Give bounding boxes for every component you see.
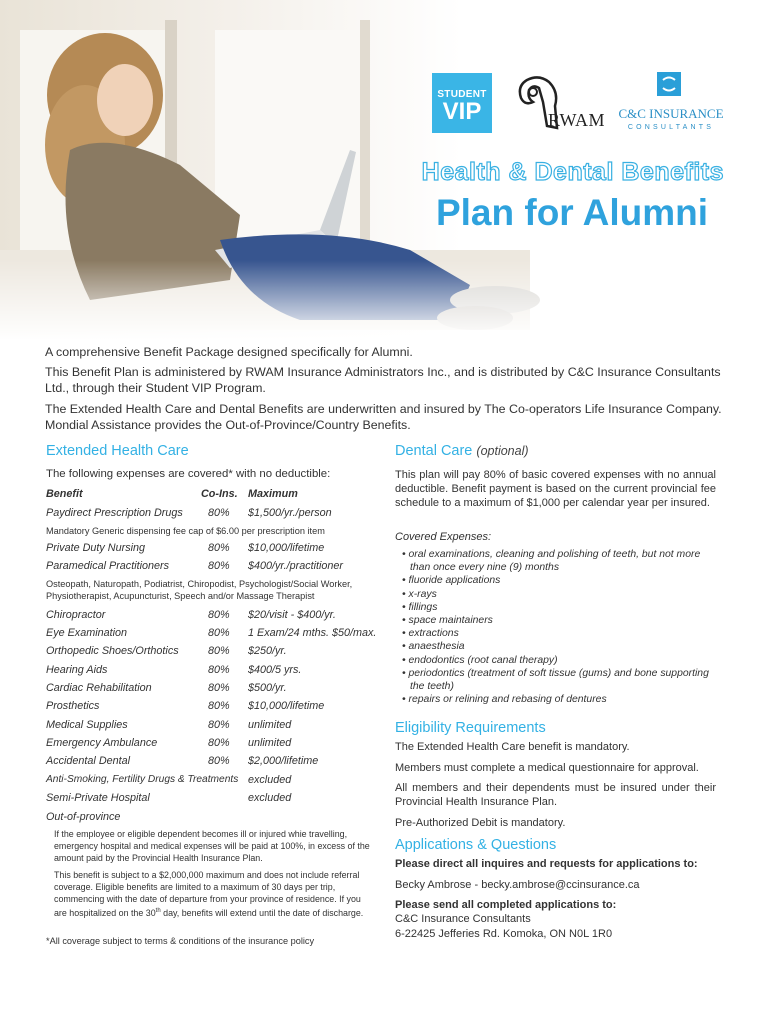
benefit-name: Paydirect Prescription Drugs xyxy=(46,507,183,519)
applications-send-label: Please send all completed applications to: xyxy=(395,899,617,911)
benefit-coins: 80% xyxy=(208,507,230,519)
benefit-name: Hearing Aids xyxy=(46,664,108,676)
list-item: • periodontics (treatment of soft tissue (gums) and bone supporting the teeth) xyxy=(402,667,709,693)
dental-covered-list xyxy=(399,548,719,706)
benefit-max: excluded xyxy=(248,774,292,786)
benefit-max: $400/5 yrs. xyxy=(248,664,302,676)
cc-logo-sub: CONSULTANTS xyxy=(627,124,715,131)
benefit-max: $2,000/lifetime xyxy=(248,755,319,767)
benefit-name: Anti-Smoking, Fertility Drugs & Treatments xyxy=(46,774,239,785)
list-item: • fillings xyxy=(402,601,438,613)
ehc-heading: Extended Health Care xyxy=(46,443,189,459)
col-maximum: Maximum xyxy=(248,488,298,500)
rwam-logo xyxy=(513,72,605,134)
oop-note2-sup: th xyxy=(155,907,161,914)
hero-fade xyxy=(0,260,770,340)
title-plan-for-alumni: Plan for Alumni xyxy=(435,192,708,233)
eligibility-line-2: Members must complete a medical questionnaire for approval. xyxy=(395,762,699,774)
benefit-coins: 80% xyxy=(208,719,230,731)
benefit-name: Orthopedic Shoes/Orthotics xyxy=(46,645,179,657)
applications-address: 6-22425 Jefferies Rd. Komoka, ON N0L 1R0 xyxy=(395,928,613,940)
benefit-name: Eye Examination xyxy=(46,627,128,639)
oop-note2-text: This benefit is subject to a $2,000,000 maximum and does not include referral coverage. Eligible benefits are limited to a maximum of 30 days per trip, commencing with the date of departure from your province of residence. If you are hospitalized on the 30 xyxy=(54,870,361,918)
eligibility-line-3: All members and their dependents must be insured under their Provincial Health Insurance Plan. xyxy=(395,782,716,809)
benefit-max: $20/visit - $400/yr. xyxy=(248,609,336,621)
ehc-lead: The following expenses are covered* with no deductible: xyxy=(46,468,331,480)
benefit-name: Private Duty Nursing xyxy=(46,542,146,554)
benefit-max: $10,000/lifetime xyxy=(248,542,325,554)
benefit-max: unlimited xyxy=(248,737,292,749)
benefit-max: $10,000/lifetime xyxy=(248,700,325,712)
applications-company: C&C Insurance Consultants xyxy=(395,913,531,925)
benefit-name: Paramedical Practitioners xyxy=(46,560,170,572)
benefit-coins: 80% xyxy=(208,700,230,712)
benefit-name: Cardiac Rehabilitation xyxy=(46,682,152,694)
intro-paragraph-2: This Benefit Plan is administered by RWAM Insurance Administrators Inc., and is distributed by C&C Insurance Consultants Ltd., through their Student VIP Program. xyxy=(45,365,721,395)
cc-insurance-logo xyxy=(612,72,730,134)
applications-heading: Applications & Questions xyxy=(395,837,557,853)
list-item: • space maintainers xyxy=(402,615,493,627)
benefit-max: unlimited xyxy=(248,719,292,731)
col-benefit: Benefit xyxy=(46,488,83,500)
intro-paragraph-1: A comprehensive Benefit Package designed specifically for Alumni. xyxy=(45,345,413,359)
benefit-coins: 80% xyxy=(208,664,230,676)
list-item: • anaesthesia xyxy=(402,641,465,653)
list-item: • extractions xyxy=(402,628,459,640)
benefit-coins: 80% xyxy=(208,542,230,554)
title-health-dental: Health & Dental Benefits xyxy=(421,158,724,186)
cc-mark-icon xyxy=(657,72,681,96)
benefit-name: Out-of-province xyxy=(46,811,121,823)
benefit-max: $500/yr. xyxy=(248,682,287,694)
dental-heading-text: Dental Care xyxy=(395,443,473,459)
coverage-footnote: *All coverage subject to terms & conditions of the insurance policy xyxy=(46,936,315,946)
cc-logo-name: C&C INSURANCE xyxy=(618,106,724,121)
list-item: • endodontics (root canal therapy) xyxy=(402,654,558,666)
benefit-name: Medical Supplies xyxy=(46,719,128,731)
benefit-max: 1 Exam/24 mths. $50/max. xyxy=(248,627,377,639)
benefit-name: Accidental Dental xyxy=(46,755,131,767)
benefit-coins: 80% xyxy=(208,737,230,749)
oop-note2-text-end: day, benefits will extend until the date of discharge. xyxy=(160,907,364,918)
benefit-name: Semi-Private Hospital xyxy=(46,792,150,804)
benefit-coins: 80% xyxy=(208,755,230,767)
eligibility-line-1: The Extended Health Care benefit is mandatory. xyxy=(395,741,630,753)
dental-optional-label: (optional) xyxy=(476,444,529,458)
generic-fee-note: Mandatory Generic dispensing fee cap of $6.00 per prescription item xyxy=(46,526,325,536)
benefit-max: $1,500/yr./person xyxy=(248,507,332,519)
paramedical-note: Osteopath, Naturopath, Podiatrist, Chiropodist, Psychologist/Social Worker, Physiotherapist, Acupuncturist, Speech and/or Massage Therapist xyxy=(46,579,353,602)
eligibility-line-4: Pre-Authorized Debit is mandatory. xyxy=(395,817,566,829)
applications-direct-label: Please direct all inquires and requests for applications to: xyxy=(395,858,698,870)
student-vip-logo-line1: STUDENT xyxy=(437,89,487,100)
benefit-name: Emergency Ambulance xyxy=(46,737,158,749)
benefit-coins: 80% xyxy=(208,627,230,639)
out-of-province-note-2 xyxy=(54,870,376,920)
benefit-max: $400/yr./practitioner xyxy=(248,560,344,572)
eligibility-heading: Eligibility Requirements xyxy=(395,720,546,736)
dental-heading xyxy=(395,443,529,459)
benefit-coins: 80% xyxy=(208,560,230,572)
benefit-max: excluded xyxy=(248,792,292,804)
list-item: • repairs or relining and rebasing of dentures xyxy=(402,694,607,706)
applications-contact: Becky Ambrose - becky.ambrose@ccinsurance.ca xyxy=(395,879,640,891)
rwam-logo-text: RWAM xyxy=(548,110,606,130)
student-vip-logo xyxy=(432,73,492,133)
col-coins: Co-Ins. xyxy=(201,488,238,500)
benefit-coins: 80% xyxy=(208,645,230,657)
dental-description: This plan will pay 80% of basic covered expenses with no annual deductible. Benefit payment is based on the current provincial fee schedule to a maximum of $1,000 per calendar year per insured. xyxy=(395,469,716,510)
benefit-max: $250/yr. xyxy=(248,645,287,657)
out-of-province-note-1: If the employee or eligible dependent becomes ill or injured whie travelling, emergency hospital and medical expenses will be paid at 100%, in excess of the amount paid by the Provincial Health Insurance Plan. xyxy=(54,829,370,863)
list-item: • fluoride applications xyxy=(402,575,501,587)
list-item: • x-rays xyxy=(402,588,437,600)
student-vip-logo-line2: VIP xyxy=(442,98,482,125)
benefit-name: Prosthetics xyxy=(46,700,100,712)
list-item: • oral examinations, cleaning and polishing of teeth, but not more than once every nine (9) months xyxy=(402,549,701,574)
benefit-name: Chiropractor xyxy=(46,609,106,621)
covered-expenses-label: Covered Expenses: xyxy=(395,531,491,543)
intro-paragraph-3: The Extended Health Care and Dental Benefits are underwritten and insured by The Co-operators Life Insurance Company. Mondial Assistance provides the Out-of-Province/Country Benefits. xyxy=(45,402,722,432)
benefit-coins: 80% xyxy=(208,609,230,621)
benefit-coins: 80% xyxy=(208,682,230,694)
